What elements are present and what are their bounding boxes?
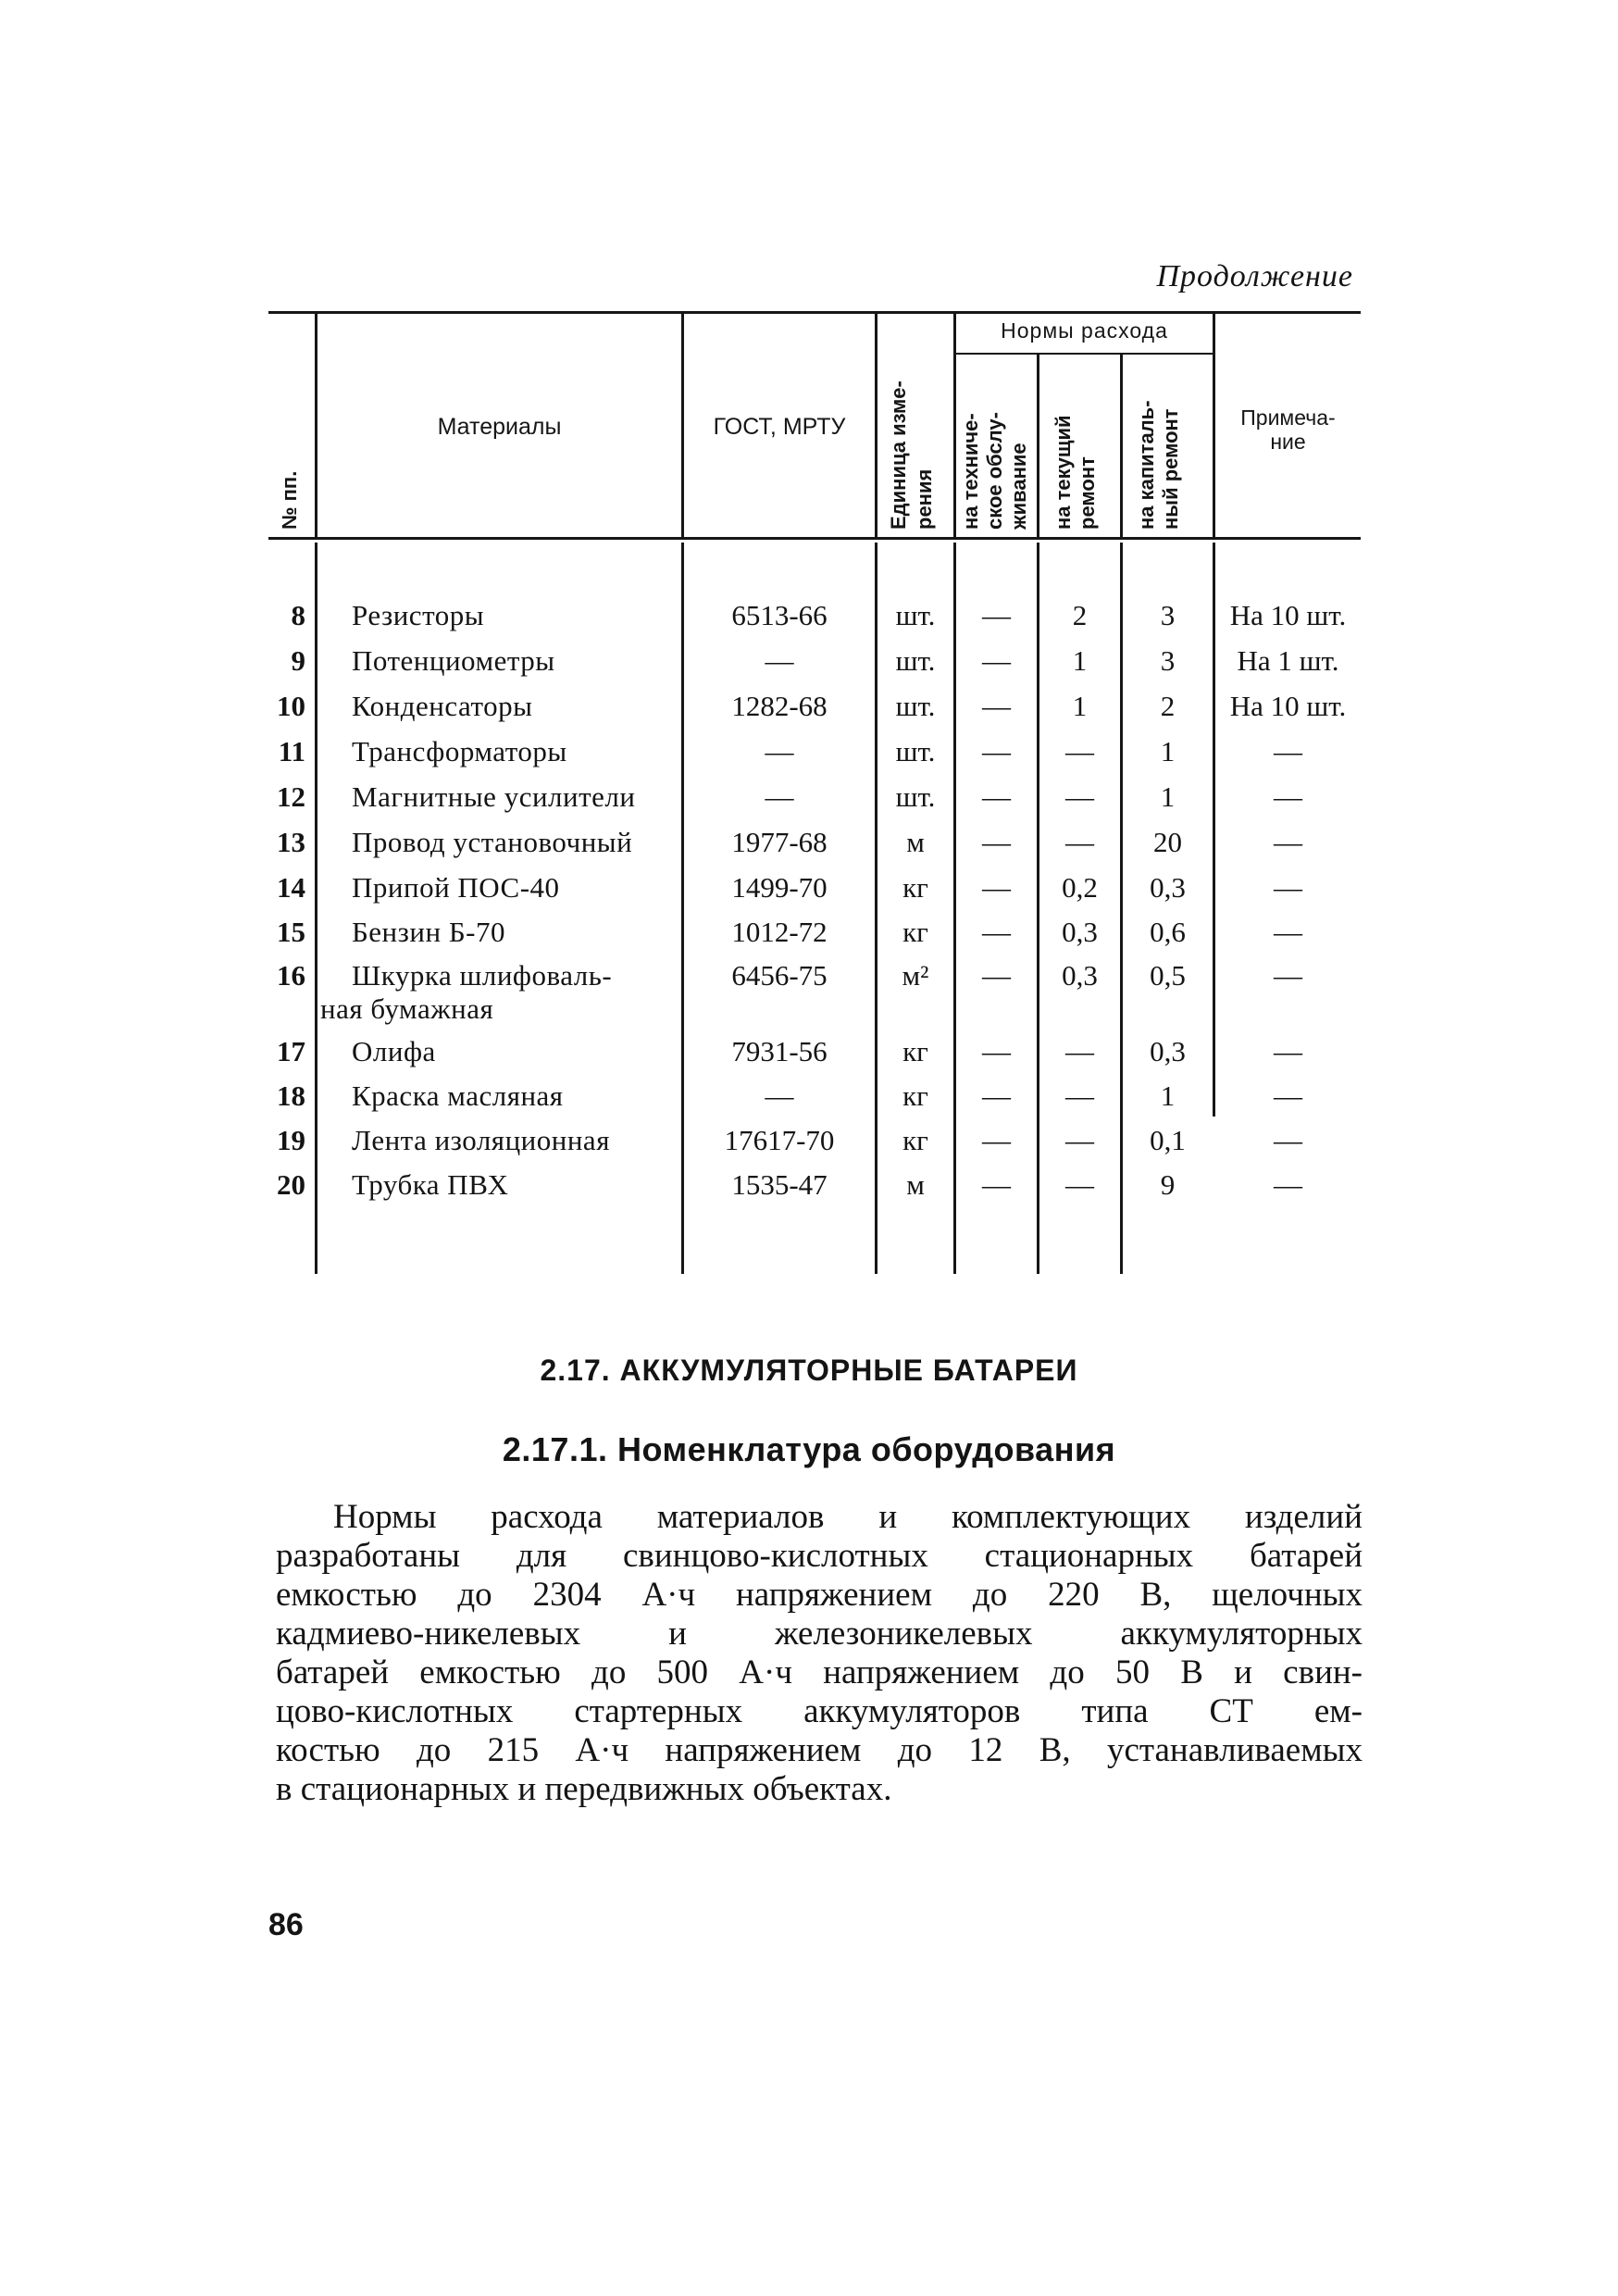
table-cell-note: — bbox=[1274, 780, 1302, 813]
table-cell-note: На 10 шт. bbox=[1229, 599, 1347, 631]
table-cell-maint: — bbox=[982, 959, 1011, 992]
table-cell-num: 20 bbox=[277, 1168, 305, 1201]
table-cell-unit: кг bbox=[902, 871, 928, 904]
table-cell-maint: — bbox=[982, 1168, 1011, 1201]
table-cell-capital: 3 bbox=[1160, 599, 1176, 631]
table-cell-capital: 1 bbox=[1160, 1079, 1176, 1112]
table-cell-num: 14 bbox=[277, 871, 305, 904]
table-cell-material: Лента изоляционная bbox=[352, 1124, 610, 1156]
table-cell-maint: — bbox=[982, 644, 1011, 677]
table-cell-note: — bbox=[1274, 1168, 1302, 1201]
table-cell-maint: — bbox=[982, 916, 1011, 948]
table-cell-unit: м bbox=[906, 1168, 925, 1201]
table-cell-current: — bbox=[1065, 1079, 1094, 1112]
table-cell-current: 0,3 bbox=[1062, 916, 1098, 948]
table-cell-maint: — bbox=[982, 826, 1011, 858]
paragraph-line: кадмиево-никелевых и железоникелевых аккумуляторных bbox=[276, 1615, 1363, 1653]
table-cell-capital: 3 bbox=[1160, 644, 1176, 677]
paragraph-line: Нормы расхода материалов и комплектующих изделий bbox=[333, 1498, 1363, 1536]
table-cell-unit: шт. bbox=[895, 644, 936, 677]
table-cell-capital: 1 bbox=[1160, 735, 1176, 767]
table-cell-capital: 2 bbox=[1160, 690, 1176, 722]
table-cell-note: На 1 шт. bbox=[1237, 644, 1339, 677]
table-cell-current: — bbox=[1065, 826, 1094, 858]
table-cell-gost: 17617-70 bbox=[724, 1124, 835, 1156]
paragraph-line: батарей емкостью до 500 А·ч напряжением до 50 В и свин- bbox=[276, 1653, 1363, 1691]
table-cell-capital: 0,1 bbox=[1150, 1124, 1186, 1156]
table-cell-num: 15 bbox=[277, 916, 305, 948]
header-gost: ГОСТ, МРТУ bbox=[713, 414, 846, 440]
table-cell-note: — bbox=[1274, 826, 1302, 858]
col-divider-4-header bbox=[953, 311, 956, 537]
table-cell-capital: 20 bbox=[1153, 826, 1182, 858]
table-cell-current: — bbox=[1065, 780, 1094, 813]
table-cell-note: — bbox=[1274, 871, 1302, 904]
header-current-line1: на текущий bbox=[1052, 415, 1075, 530]
header-note-line1: Примеча- bbox=[1240, 406, 1336, 430]
header-unit-line1: Единица изме- bbox=[887, 381, 910, 530]
table-cell-unit: шт. bbox=[895, 599, 936, 631]
body-paragraph bbox=[276, 1498, 1363, 1809]
table-cell-unit: кг bbox=[902, 1079, 928, 1112]
table-cell-capital: 0,3 bbox=[1150, 871, 1186, 904]
table-cell-capital: 0,3 bbox=[1150, 1035, 1186, 1067]
header-maintenance-line1: на техниче- bbox=[959, 413, 982, 530]
table-cell-material: Магнитные усилители bbox=[352, 780, 636, 813]
table-cell-num: 17 bbox=[277, 1035, 305, 1067]
table-cell-gost: — bbox=[765, 735, 794, 767]
table-cell-num: 11 bbox=[278, 735, 305, 767]
table-cell-gost: 6513-66 bbox=[731, 599, 828, 631]
table-cell-note: На 10 шт. bbox=[1229, 690, 1347, 722]
table-cell-unit: шт. bbox=[895, 780, 936, 813]
table-cell-current: 2 bbox=[1072, 599, 1088, 631]
paragraph-line: разработаны для свинцово-кислотных стационарных батарей bbox=[276, 1537, 1363, 1575]
table-cell-maint: — bbox=[982, 690, 1011, 722]
table-cell-maint: — bbox=[982, 871, 1011, 904]
header-capital-line1: на капиталь- bbox=[1135, 400, 1158, 530]
header-num: № пп. bbox=[278, 470, 301, 530]
table-cell-material: Потенциометры bbox=[352, 644, 555, 677]
table-cell-num: 16 bbox=[277, 959, 305, 992]
header-maintenance-line2: ское обслу- bbox=[983, 412, 1006, 530]
table-cell-note: — bbox=[1274, 959, 1302, 992]
table-cell-material: Краска масляная bbox=[352, 1079, 564, 1112]
table-cell-material: Шкурка шлифоваль- bbox=[352, 959, 613, 992]
paragraph-line: в стационарных и передвижных объектах. bbox=[276, 1770, 892, 1808]
table-cell-gost: — bbox=[765, 780, 794, 813]
norms-header-rule bbox=[953, 353, 1213, 355]
table-cell-num: 9 bbox=[291, 644, 305, 677]
table-cell-gost: 1977-68 bbox=[731, 826, 828, 858]
page-number: 86 bbox=[268, 1907, 304, 1942]
table-cell-num: 18 bbox=[277, 1079, 305, 1112]
table-cell-material: Трубка ПВХ bbox=[352, 1168, 509, 1201]
table-cell-material: Конденсаторы bbox=[352, 690, 533, 722]
header-capital-line2: ный ремонт bbox=[1159, 408, 1182, 530]
table-cell-note: — bbox=[1274, 735, 1302, 767]
header-materials: Материалы bbox=[437, 414, 562, 440]
table-cell-current: — bbox=[1065, 735, 1094, 767]
table-cell-unit: шт. bbox=[895, 735, 936, 767]
header-norms: Нормы расхода bbox=[1001, 318, 1168, 343]
table-cell-material: Резисторы bbox=[352, 599, 485, 631]
table-cell-unit: кг bbox=[902, 916, 928, 948]
table-cell-capital: 9 bbox=[1160, 1168, 1176, 1201]
header-current-line2: ремонт bbox=[1076, 456, 1099, 530]
col-divider-1 bbox=[315, 543, 317, 1274]
table-cell-gost: 6456-75 bbox=[731, 959, 828, 992]
table-cell-num: 19 bbox=[277, 1124, 305, 1156]
table-cell-gost: 7931-56 bbox=[731, 1035, 828, 1067]
table-cell-maint: — bbox=[982, 599, 1011, 631]
header-note-line2: ние bbox=[1270, 430, 1306, 454]
table-cell-current: — bbox=[1065, 1124, 1094, 1156]
table-cell-num: 10 bbox=[277, 690, 305, 722]
header-unit-line2: рения bbox=[913, 468, 936, 530]
header-maintenance-line3: живание bbox=[1007, 443, 1030, 530]
table-cell-unit: кг bbox=[902, 1035, 928, 1067]
table-cell-unit: м² bbox=[902, 959, 929, 992]
table-cell-num: 13 bbox=[277, 826, 305, 858]
table-cell-current: 0,2 bbox=[1062, 871, 1098, 904]
table-cell-current: — bbox=[1065, 1035, 1094, 1067]
table-cell-current: 1 bbox=[1072, 644, 1088, 677]
table-cell-note: — bbox=[1274, 1079, 1302, 1112]
table-cell-note: — bbox=[1274, 916, 1302, 948]
table-cell-gost: — bbox=[765, 1079, 794, 1112]
paragraph-line: цово-кислотных стартерных аккумуляторов типа СТ ем- bbox=[276, 1692, 1363, 1730]
materials-table bbox=[268, 311, 1361, 1283]
table-cell-capital: 0,6 bbox=[1150, 916, 1186, 948]
table-cell-material-continued: ная бумажная bbox=[320, 992, 494, 1025]
table-cell-gost: 1499-70 bbox=[731, 871, 828, 904]
col-divider-5-header bbox=[1037, 353, 1039, 537]
table-cell-maint: — bbox=[982, 780, 1011, 813]
table-cell-material: Олифа bbox=[352, 1035, 436, 1067]
col-divider-3-header bbox=[875, 311, 877, 537]
table-top-rule bbox=[268, 311, 1361, 314]
table-cell-capital: 1 bbox=[1160, 780, 1176, 813]
table-cell-note: — bbox=[1274, 1124, 1302, 1156]
table-cell-maint: — bbox=[982, 1035, 1011, 1067]
table-cell-maint: — bbox=[982, 1124, 1011, 1156]
table-cell-maint: — bbox=[982, 1079, 1011, 1112]
table-cell-material: Провод установочный bbox=[352, 826, 633, 858]
table-cell-gost: — bbox=[765, 644, 794, 677]
paragraph-line: костью до 215 А·ч напряжением до 12 В, устанавливаемых bbox=[276, 1731, 1363, 1769]
table-cell-material: Бензин Б-70 bbox=[352, 916, 505, 948]
section-title: 2.17. АККУМУЛЯТОРНЫЕ БАТАРЕИ bbox=[540, 1354, 1078, 1387]
continued-label: Продолжение bbox=[1156, 259, 1353, 293]
table-cell-gost: 1535-47 bbox=[731, 1168, 828, 1201]
table-cell-current: — bbox=[1065, 1168, 1094, 1201]
table-cell-current: 1 bbox=[1072, 690, 1088, 722]
table-cell-unit: шт. bbox=[895, 690, 936, 722]
table-cell-capital: 0,5 bbox=[1150, 959, 1186, 992]
subsection-title: 2.17.1. Номенклатура оборудования bbox=[502, 1430, 1116, 1468]
table-cell-maint: — bbox=[982, 735, 1011, 767]
table-cell-num: 12 bbox=[277, 780, 305, 813]
table-cell-unit: кг bbox=[902, 1124, 928, 1156]
table-cell-note: — bbox=[1274, 1035, 1302, 1067]
paragraph-line: емкостью до 2304 А·ч напряжением до 220 В, щелочных bbox=[276, 1576, 1363, 1614]
table-cell-current: 0,3 bbox=[1062, 959, 1098, 992]
table-cell-gost: 1282-68 bbox=[731, 690, 828, 722]
table-cell-num: 8 bbox=[291, 599, 305, 631]
header-bottom-rule bbox=[268, 537, 1361, 540]
table-cell-gost: 1012-72 bbox=[731, 916, 828, 948]
table-cell-material: Припой ПОС-40 bbox=[352, 871, 560, 904]
col-divider-6-header bbox=[1120, 353, 1123, 537]
table-cell-material: Трансформаторы bbox=[352, 735, 567, 767]
table-cell-unit: м bbox=[906, 826, 925, 858]
